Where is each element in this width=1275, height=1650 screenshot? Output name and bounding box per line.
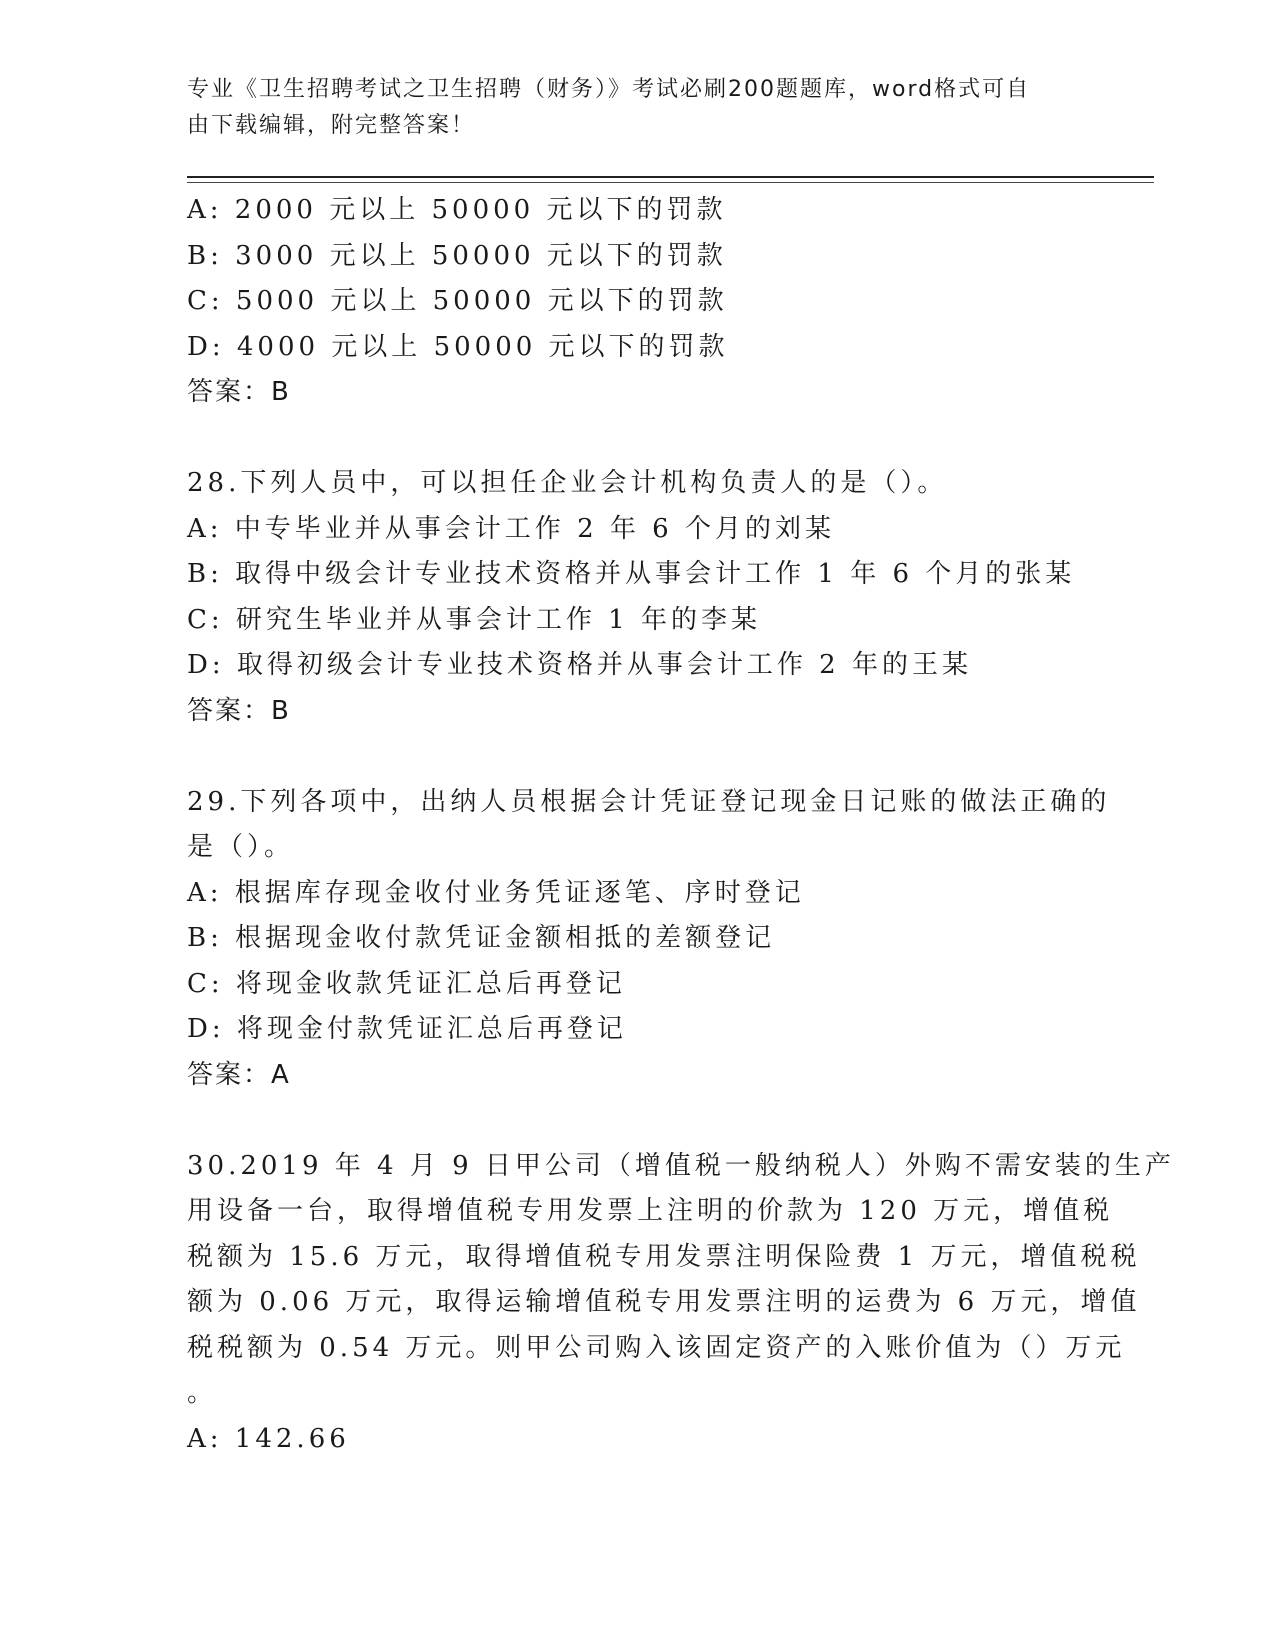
question-content: [187, 188, 1175, 1462]
question-28: [187, 461, 1087, 734]
option-c: C: 研究生毕业并从事会计工作 1 年的李某: [187, 604, 761, 635]
option-b: B: 3000 元以上 50000 元以下的罚款: [187, 240, 727, 271]
option-a: A: 142.66: [187, 1423, 350, 1454]
question-stem: 28.下列人员中，可以担任企业会计机构负责人的是（）。: [187, 468, 948, 498]
option-c: C: 将现金收款凭证汇总后再登记: [187, 968, 626, 999]
question-stem-line-6: 。: [187, 1378, 218, 1408]
spacer: [187, 734, 1087, 780]
header-divider-thin: [187, 182, 1154, 183]
question-stem-line-3: 税额为 15.6 万元，取得增值税专用发票注明保险费 1 万元，增值税税: [187, 1241, 1141, 1272]
option-a: A: 中专毕业并从事会计工作 2 年 6 个月的刘某: [187, 513, 835, 544]
question-27: [187, 188, 1087, 416]
question-stem-line-4: 额为 0.06 万元，取得运输增值税专用发票注明的运费为 6 万元，增值: [187, 1287, 1141, 1317]
header-title-line-1: 专业《卫生招聘考试之卫生招聘（财务）》考试必刷200题题库，word格式可自: [187, 77, 1031, 102]
option-d: D: 4000 元以上 50000 元以下的罚款: [187, 331, 729, 362]
answer-label: 答案：B: [187, 377, 291, 407]
document-header: [187, 72, 1067, 144]
answer-label: 答案：A: [187, 1059, 291, 1090]
spacer: [187, 1098, 1087, 1144]
header-divider-thick: [187, 176, 1154, 178]
option-d: D: 将现金付款凭证汇总后再登记: [187, 1014, 627, 1044]
option-b: B: 根据现金收付款凭证金额相抵的差额登记: [187, 923, 776, 953]
header-title-line-2: 由下载编辑，附完整答案！: [187, 113, 476, 138]
option-b: B: 取得中级会计专业技术资格并从事会计工作 1 年 6 个月的张某: [187, 559, 1076, 589]
option-d: D: 取得初级会计专业技术资格并从事会计工作 2 年的王某: [187, 650, 972, 680]
question-stem-line-2: 是（）。: [187, 832, 295, 862]
option-c: C: 5000 元以上 50000 元以下的罚款: [187, 286, 728, 316]
question-stem-line-1: 29.下列各项中，出纳人员根据会计凭证登记现金日记账的做法正确的: [187, 786, 1111, 817]
option-a: A: 根据库存现金收付业务凭证逐笔、序时登记: [187, 877, 805, 908]
option-a: A: 2000 元以上 50000 元以下的罚款: [187, 195, 727, 225]
answer-label: 答案：B: [187, 695, 291, 726]
question-stem-line-2: 用设备一台，取得增值税专用发票上注明的价款为 120 万元，增值税: [187, 1196, 1114, 1226]
question-stem-line-1: 30.2019 年 4 月 9 日甲公司（增值税一般纳税人）外购不需安装的生产: [187, 1150, 1175, 1181]
question-30: [187, 1144, 1175, 1463]
question-stem-line-5: 税税额为 0.54 万元。则甲公司购入该固定资产的入账价值为（）万元: [187, 1332, 1126, 1363]
spacer: [187, 416, 1087, 462]
question-29: [187, 780, 1111, 1099]
